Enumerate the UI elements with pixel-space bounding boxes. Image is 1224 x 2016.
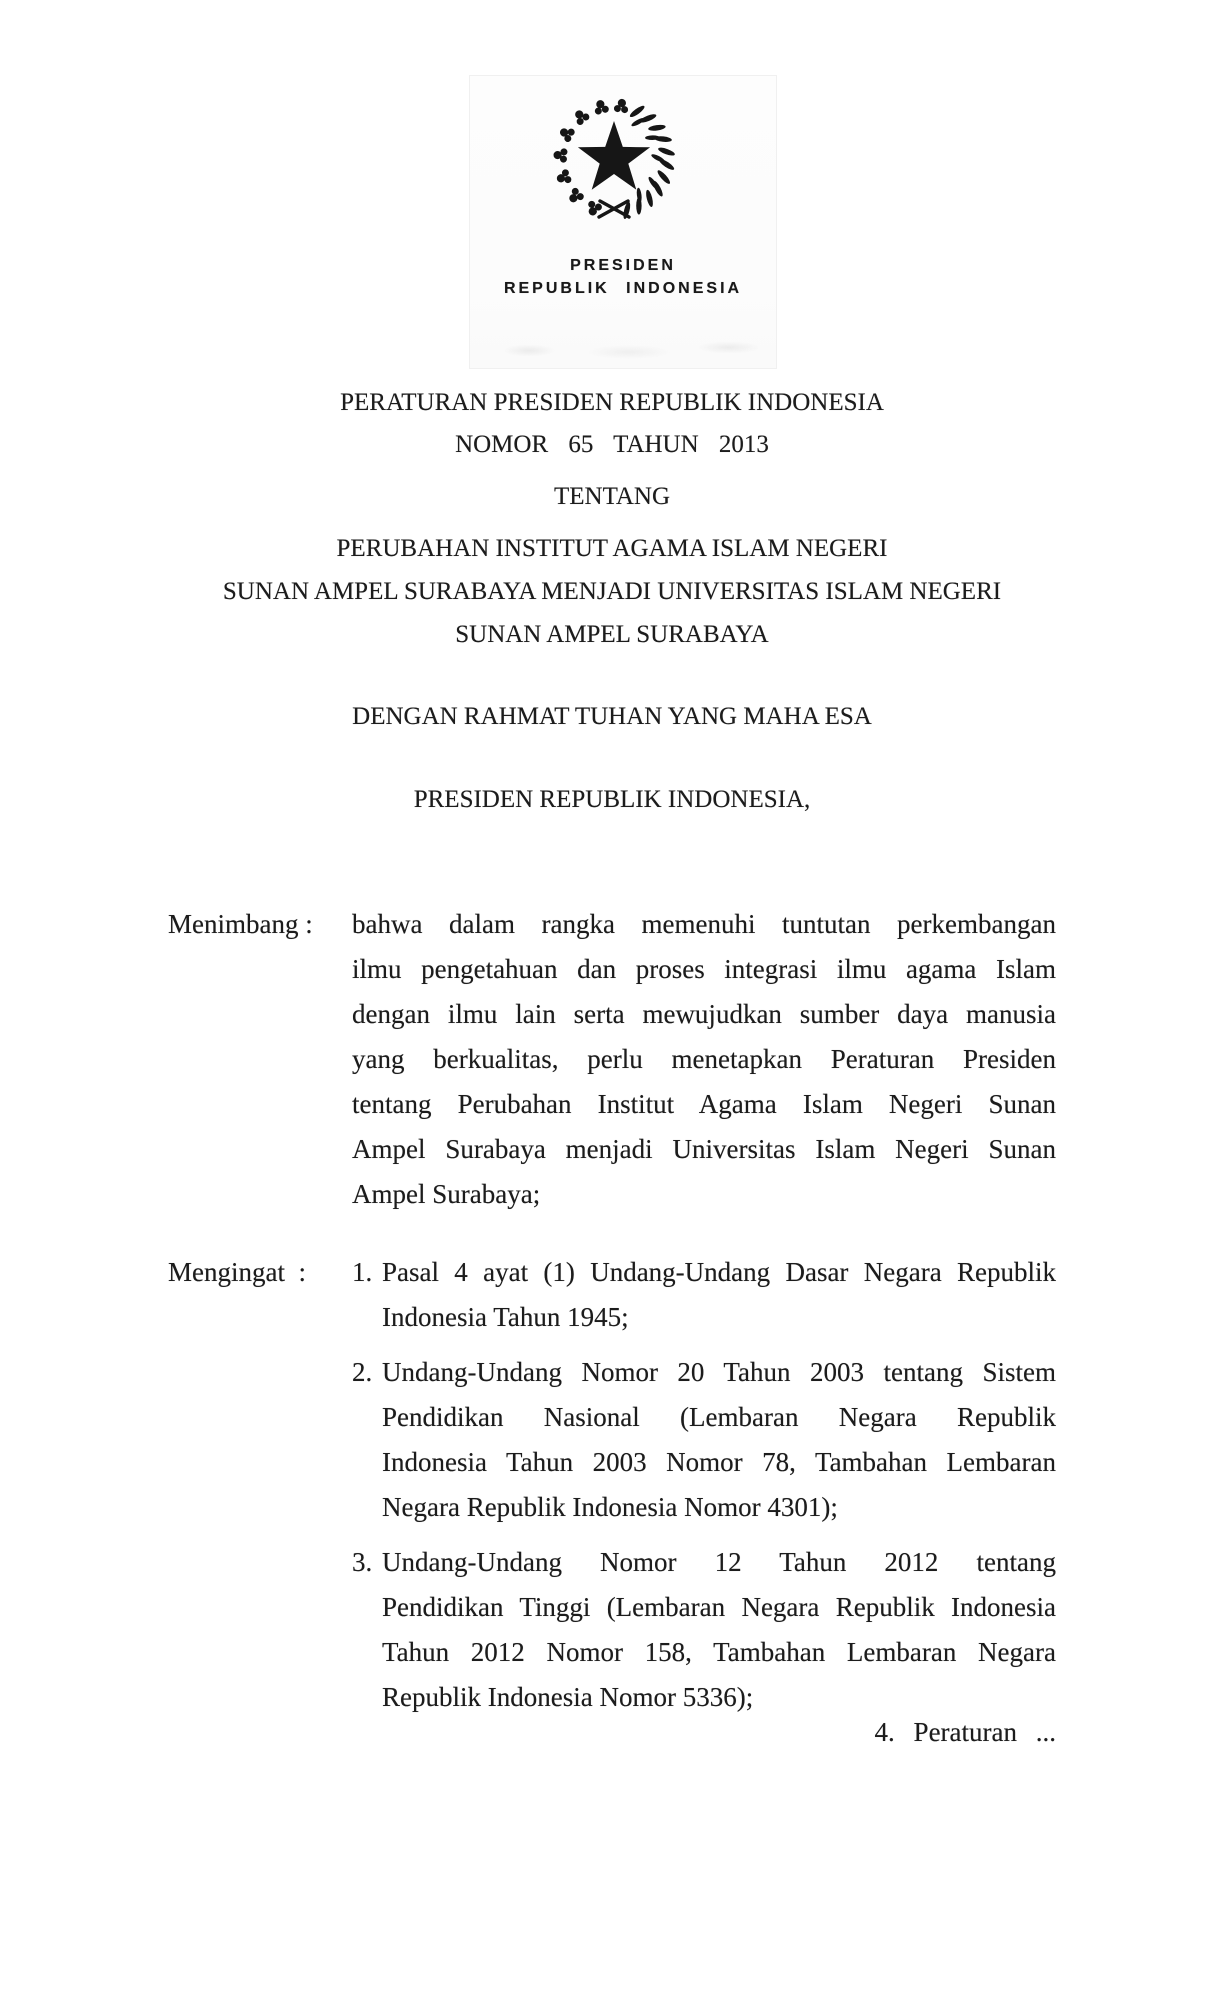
mengingat-section — [168, 1250, 1056, 1720]
seal-subtitle: REPUBLIK INDONESIA — [503, 280, 743, 297]
enacting-authority-line: PRESIDEN REPUBLIK INDONESIA, — [413, 786, 811, 813]
seal-scan-region — [470, 76, 776, 368]
page-continuation-marker: 4. Peraturan ... — [874, 1717, 1056, 1747]
legal-basis-item — [352, 1350, 1056, 1530]
presidential-star-wreath-emblem-icon — [548, 96, 680, 228]
legal-basis-item — [352, 1250, 1056, 1340]
menimbang-colon: : — [298, 909, 313, 939]
menimbang-section — [168, 902, 1056, 1217]
regulation-number: NOMOR 65 TAHUN 2013 — [455, 431, 769, 458]
invocation-line: DENGAN RAHMAT TUHAN YANG MAHA ESA — [352, 703, 872, 730]
item-text: Undang-Undang Nomor 12 Tahun 2012 tentang Pendidikan Tinggi (Lembaran Negara Republik Indonesia Tahun 2012 Nomor 158, Tambahan Lembaran Negara Republik Indonesia Nomor 5336); — [382, 1547, 1056, 1712]
item-text: Undang-Undang Nomor 20 Tahun 2003 tentang Sistem Pendidikan Nasional (Lembaran Negara Republik Indonesia Tahun 2003 Nomor 78, Tambahan Lembaran Negara Republik Indonesia Nomor 4301); — [382, 1357, 1056, 1522]
menimbang-label: Menimbang : — [168, 909, 313, 939]
menimbang-text: bahwa dalam rangka memenuhi tuntutan perkembangan ilmu pengetahuan dan proses integrasi ilmu agama Islam dengan ilmu lain serta mewujudkan sumber daya manusia yang berkualitas, perlu menetapkan Peraturan Presiden tentang Perubahan Institut Agama Islam Negeri Sunan Ampel Surabaya menjadi Universitas Islam Negeri Sunan Ampel Surabaya; — [352, 909, 1056, 1209]
regulation-title: PERATURAN PRESIDEN REPUBLIK INDONESIA — [340, 389, 884, 416]
regulation-subject-line1: PERUBAHAN INSTITUT AGAMA ISLAM NEGERI — [336, 535, 888, 562]
mengingat-items — [352, 1250, 1056, 1720]
item-text: Pasal 4 ayat (1) Undang-Undang Dasar Negara Republik Indonesia Tahun 1945; — [382, 1257, 1056, 1332]
regulation-subject-line3: SUNAN AMPEL SURABAYA — [455, 621, 769, 648]
item-number: 3. — [352, 1547, 373, 1577]
regulation-about-label: TENTANG — [553, 483, 671, 510]
item-number: 2. — [352, 1357, 373, 1387]
item-number: 1. — [352, 1257, 373, 1287]
legal-basis-item — [352, 1540, 1056, 1720]
seal-title: PRESIDEN — [570, 257, 676, 274]
seal-label — [470, 256, 776, 299]
mengingat-label: Mengingat : — [168, 1257, 306, 1287]
mengingat-colon: : — [284, 1257, 306, 1287]
regulation-subject-line2: SUNAN AMPEL SURABAYA MENJADI UNIVERSITAS ISLAM NEGERI — [222, 578, 1002, 605]
